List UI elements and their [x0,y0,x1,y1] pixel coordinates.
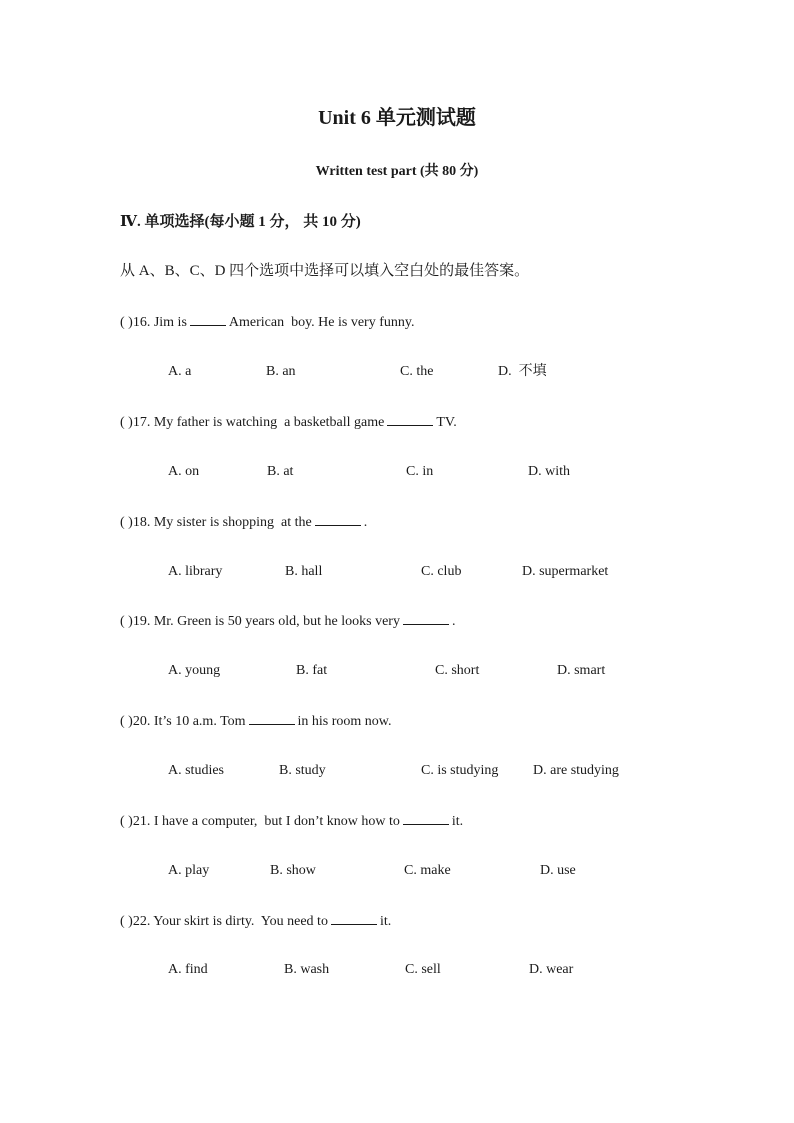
page-subtitle: Written test part (共 80 分) [315,164,479,179]
question-text: in his room now. [297,714,392,729]
question-19 [120,610,455,633]
option-c: C. the [400,364,434,379]
answer-blank [190,311,226,326]
option-d: D. wear [529,962,574,977]
answer-blank [315,511,361,526]
option-c: C. in [406,464,434,479]
section-instructions: 从 A、B、C、D 四个选项中选择可以填入空白处的最佳答案。 [120,263,530,279]
option-d: D. supermarket [522,564,609,579]
option-d: D. are studying [533,763,619,778]
option-b: B. hall [285,564,323,579]
option-b: B. show [270,863,316,878]
question-22 [120,910,391,933]
option-a: A. library [168,564,223,579]
question-text: ( )19. Mr. Green is 50 years old, but he looks very [120,614,400,629]
option-b: B. wash [284,962,330,977]
question-text: it. [451,814,464,829]
question-text: ( )16. Jim is [120,315,187,330]
question-text: it. [379,914,392,929]
question-text: . [363,515,368,530]
question-20 [120,710,392,733]
option-a: A. play [168,863,210,878]
option-d: D. smart [557,663,606,678]
answer-blank [403,610,449,625]
question-18 [120,511,367,534]
question-text: ( )22. Your skirt is dirty. You need to [120,914,328,929]
option-a: A. on [168,464,200,479]
option-a: A. a [168,364,192,379]
option-c: C. club [421,564,462,579]
option-d: D. use [540,863,576,878]
option-a: A. find [168,962,208,977]
question-text: ( )21. I have a computer, but I don’t know how to [120,814,400,829]
option-c: C. make [404,863,451,878]
section-heading: Ⅳ. 单项选择(每小题 1 分， 共 10 分) [120,214,361,230]
option-b: B. at [267,464,294,479]
question-text: ( )20. It’s 10 a.m. Tom [120,714,246,729]
answer-blank [249,710,295,725]
option-c: C. sell [405,962,441,977]
option-d: D. with [528,464,570,479]
question-16 [120,311,414,334]
option-a: A. young [168,663,221,678]
answer-blank [331,910,377,925]
option-d: D. 不填 [498,364,547,379]
option-c: C. is studying [421,763,499,778]
answer-blank [403,810,449,825]
option-b: B. fat [296,663,328,678]
option-b: B. an [266,364,296,379]
option-a: A. studies [168,763,224,778]
question-text: TV. [436,415,457,430]
question-text: ( )17. My father is watching a basketball game [120,415,385,430]
question-text: American boy. He is very funny. [228,315,415,330]
question-21 [120,810,463,833]
question-text: ( )18. My sister is shopping at the [120,515,312,530]
option-c: C. short [435,663,480,678]
question-text: . [451,614,456,629]
answer-blank [387,411,433,426]
question-17 [120,411,457,434]
page-title: Unit 6 单元测试题 [318,107,476,129]
option-b: B. study [279,763,326,778]
